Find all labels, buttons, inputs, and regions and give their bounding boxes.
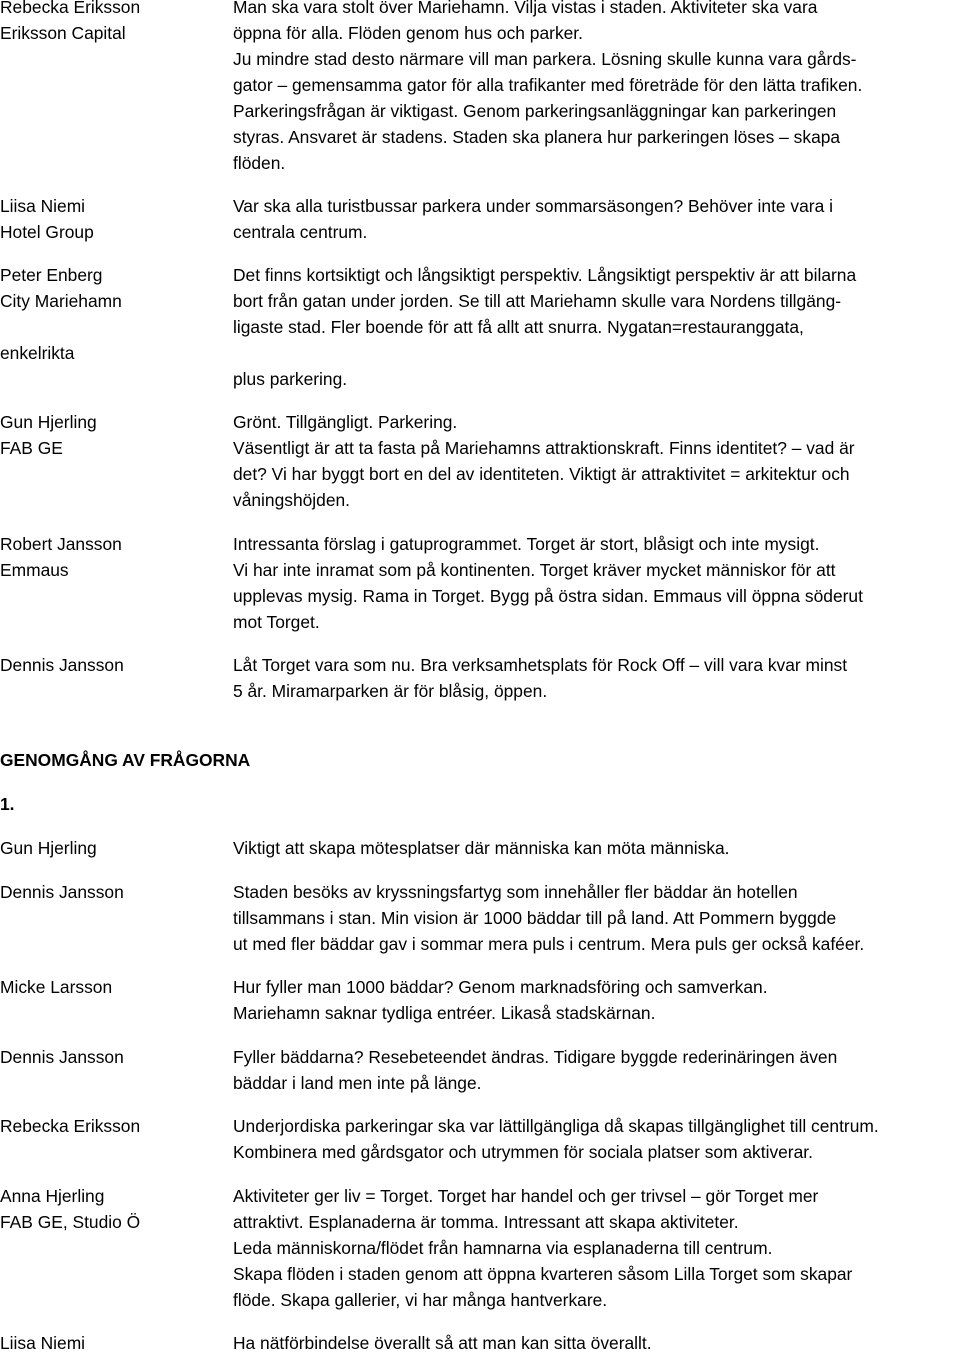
text-line: upplevas mysig. Rama in Torget. Bygg på östra sidan. Emmaus vill öppna söderut [233, 586, 863, 606]
text-line: Intressanta förslag i gatuprogrammet. Torget är stort, blåsigt och inte mysigt. [233, 534, 820, 554]
text-line: Viktigt att skapa mötesplatser där människa kan möta människa. [233, 838, 730, 858]
text-line: Grönt. Tillgängligt. Parkering. [233, 412, 458, 432]
text-line: gator – gemensamma gator för alla trafikanter med företräde för den lätta trafiken. [233, 75, 863, 95]
text-line: ut med fler bäddar gav i sommar mera puls i centrum. Mera puls ger också kaféer. [233, 934, 865, 954]
speaker-name: Liisa Niemi [0, 196, 86, 216]
speaker-name: Dennis Jansson [0, 1047, 124, 1067]
speaker-name: Gun Hjerling [0, 412, 97, 432]
text-line: flöde. Skapa gallerier, vi har många hantverkare. [233, 1290, 608, 1310]
text-line: Underjordiska parkeringar ska var lättillgängliga då skapas tillgänglighet till centrum. [233, 1116, 879, 1136]
text-line: Fyller bäddarna? Resebeteendet ändras. Tidigare byggde rederinäringen även [233, 1047, 838, 1067]
text-line: Man ska vara stolt över Mariehamn. Vilja vistas i staden. Aktiviteter ska vara [233, 0, 818, 17]
text-line: Det finns kortsiktigt och långsiktigt perspektiv. Långsiktigt perspektiv är att bilarna [233, 265, 857, 285]
text-line: våningshöjden. [233, 490, 350, 510]
text-line: Ju mindre stad desto närmare vill man parkera. Lösning skulle kunna vara gårds- [233, 49, 857, 69]
text-line: styras. Ansvaret är stadens. Staden ska planera hur parkeringen löses – skapa [233, 127, 841, 147]
speaker-name: Dennis Jansson [0, 655, 124, 675]
speaker-name: Rebecka Eriksson [0, 0, 141, 17]
text-line: Parkeringsfrågan är viktigast. Genom parkeringsanläggningar kan parkeringen [233, 101, 837, 121]
text-line: mot Torget. [233, 612, 320, 632]
text-line: flöden. [233, 153, 286, 173]
text-line: Ha nätförbindelse överallt så att man kan sitta överallt. [233, 1333, 652, 1353]
speaker-note: enkelrikta [0, 343, 75, 363]
text-line: Staden besöks av kryssningsfartyg som innehåller fler bäddar än hotellen [233, 882, 798, 902]
text-line: attraktivt. Esplanaderna är tomma. Intressant att skapa aktiviteter. [233, 1212, 739, 1232]
section-heading: GENOMGÅNG AV FRÅGORNA [0, 750, 251, 770]
speaker-name: Gun Hjerling [0, 838, 97, 858]
text-line: ligaste stad. Fler boende för att få allt att snurra. Nygatan=restauranggata, [233, 317, 804, 337]
speaker-name: Liisa Niemi [0, 1333, 86, 1353]
text-line: plus parkering. [233, 369, 348, 389]
text-line: Hur fyller man 1000 bäddar? Genom marknadsföring och samverkan. [233, 977, 768, 997]
text-line: bort från gatan under jorden. Se till att Mariehamn skulle vara Nordens tillgäng- [233, 291, 842, 311]
question-number: 1. [0, 794, 15, 814]
text-line: centrala centrum. [233, 222, 368, 242]
text-line: Skapa flöden i staden genom att öppna kvarteren såsom Lilla Torget som skapar [233, 1264, 853, 1284]
text-line: Mariehamn saknar tydliga entréer. Likaså stadskärnan. [233, 1003, 656, 1023]
speaker-affiliation: Hotel Group [0, 222, 94, 242]
text-line: Aktiviteter ger liv = Torget. Torget har handel och ger trivsel – gör Torget mer [233, 1186, 819, 1206]
speaker-affiliation: FAB GE, Studio Ö [0, 1212, 141, 1232]
speaker-affiliation: FAB GE [0, 438, 63, 458]
speaker-affiliation: Emmaus [0, 560, 69, 580]
speaker-name: Robert Jansson [0, 534, 122, 554]
speaker-affiliation: City Mariehamn [0, 291, 122, 311]
text-line: bäddar i land men inte på länge. [233, 1073, 482, 1093]
speaker-affiliation: Eriksson Capital [0, 23, 126, 43]
speaker-name: Peter Enberg [0, 265, 103, 285]
text-line: öppna för alla. Flöden genom hus och parker. [233, 23, 583, 43]
text-line: Kombinera med gårdsgator och utrymmen för sociala platser som aktiverar. [233, 1142, 813, 1162]
text-line: Leda människorna/flödet från hamnarna via esplanaderna till centrum. [233, 1238, 773, 1258]
text-line: tillsammans i stan. Min vision är 1000 bäddar till på land. Att Pommern byggde [233, 908, 837, 928]
text-line: det? Vi har byggt bort en del av identiteten. Viktigt är attraktivitet = arkitektur och [233, 464, 850, 484]
text-line: Var ska alla turistbussar parkera under sommarsäsongen? Behöver inte vara i [233, 196, 833, 216]
text-line: Vi har inte inramat som på kontinenten. Torget kräver mycket människor för att [233, 560, 836, 580]
speaker-name: Dennis Jansson [0, 882, 124, 902]
text-line: Väsentligt är att ta fasta på Mariehamns attraktionskraft. Finns identitet? – vad är [233, 438, 855, 458]
speaker-name: Anna Hjerling [0, 1186, 105, 1206]
text-line: 5 år. Miramarparken är för blåsig, öppen. [233, 681, 548, 701]
text-line: Låt Torget vara som nu. Bra verksamhetsplats för Rock Off – vill vara kvar minst [233, 655, 848, 675]
speaker-name: Rebecka Eriksson [0, 1116, 141, 1136]
speaker-name: Micke Larsson [0, 977, 113, 997]
